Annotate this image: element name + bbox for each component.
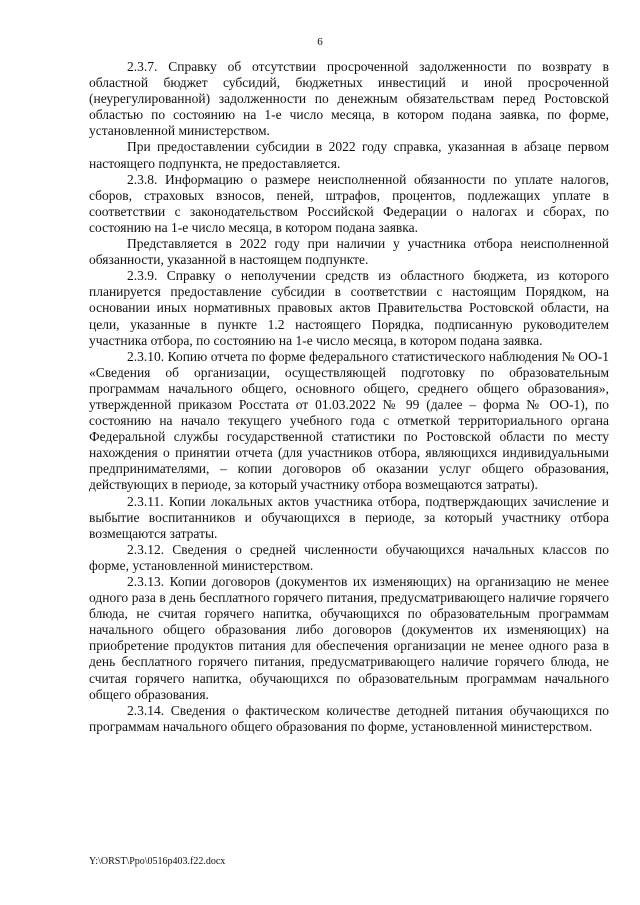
paragraph-2-3-13: 2.3.13. Копии договоров (документов их изменяющих) на организацию не менее одного раза в день бесплатного горячего питания, предусматривающего наличие горячего блюда, не считая горячего напитка, обучающихся по образовательным программам начального общего образования либо договоров (документов их изменяющих) на приобретение продуктов питания для обеспечения организации не менее одного раза в день бесплатного горячего питания, предусматривающего наличие горячего блюда, не считая горячего напитка, обучающихся по образовательным программам начального общего образования. <box>89 574 609 702</box>
paragraph-2-3-7: 2.3.7. Справку об отсутствии просроченной задолженности по возврату в областной бюджет субсидий, бюджетных инвестиций и иной просроченной (неурегулированной) задолженности по денежным обязательствам перед Ростовской областью по состоянию на 1-е число месяца, в котором подана заявка, по форме, установленной министерством. <box>89 59 609 139</box>
document-body <box>89 59 609 735</box>
paragraph-2-3-8: 2.3.8. Информацию о размере неисполненной обязанности по уплате налогов, сборов, страховых взносов, пеней, штрафов, процентов, подлежащих уплате в соответствии с законодательством Российской Федерации о налогах и сборах, по состоянию на 1-е число месяца, в котором подана заявка. <box>89 171 609 235</box>
paragraph-2-3-9: 2.3.9. Справку о неполучении средств из областного бюджета, из которого планируется предоставление субсидии в соответствии с настоящим Порядком, на основании иных нормативных правовых актов Правительства Ростовской области, на цели, указанные в пункте 1.2 настоящего Порядка, подписанную руководителем участника отбора, по состоянию на 1-е число месяца, в котором подана заявка. <box>89 268 609 348</box>
page-number: 6 <box>317 36 323 48</box>
paragraph-2-3-10: 2.3.10. Копию отчета по форме федерального статистического наблюдения № ОО-1 «Сведения об организации, осуществляющей подготовку по образовательным программам начального общего, основного общего, среднего общего образования», утвержденной приказом Росстата от 01.03.2022 № 99 (далее – форма № ОО-1), по состоянию на начало текущего учебного года с отметкой территориального органа Федеральной службы государственной статистики по Ростовской области по месту нахождения о принятии отчета (для участников отбора, являющихся индивидуальными предпринимателями, – копии договоров об оказании услуг общего образования, действующих в периоде, за который участнику отбора возмещаются затраты). <box>89 348 609 493</box>
paragraph-2-3-8-note: Представляется в 2022 году при наличии у участника отбора неисполненной обязанности, указанной в настоящем подпункте. <box>89 236 609 268</box>
paragraph-2-3-11: 2.3.11. Копии локальных актов участника отбора, подтверждающих зачисление и выбытие воспитанников и обучающихся в периоде, за который участнику отбора возмещаются затраты. <box>89 493 609 541</box>
footer-file-path: Y:\ORST\Ppo\0516p403.f22.docx <box>89 856 226 867</box>
paragraph-2-3-14: 2.3.14. Сведения о фактическом количестве детодней питания обучающихся по программам начального общего образования по форме, установленной министерством. <box>89 702 609 734</box>
paragraph-2-3-12: 2.3.12. Сведения о средней численности обучающихся начальных классов по форме, установленной министерством. <box>89 541 609 573</box>
paragraph-2-3-7-note: При предоставлении субсидии в 2022 году справка, указанная в абзаце первом настоящего подпункта, не предоставляется. <box>89 139 609 171</box>
